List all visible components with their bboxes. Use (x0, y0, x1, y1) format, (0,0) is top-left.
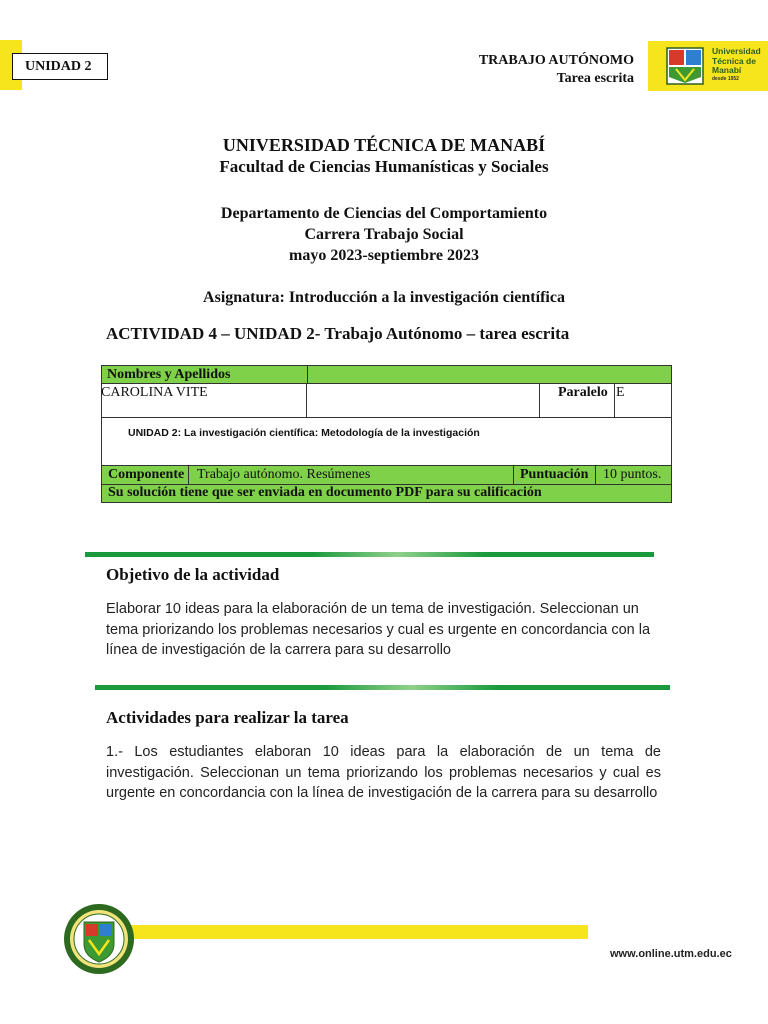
score-label: Puntuación (514, 466, 596, 484)
logo-text-line: desde 1952 (712, 75, 739, 82)
component-label: Componente (102, 466, 189, 484)
career-name: Carrera Trabajo Social (304, 226, 464, 243)
academic-period: mayo 2023-septiembre 2023 (289, 247, 479, 264)
logo-text-line: Técnica de (712, 55, 756, 66)
work-type-subtitle: Tarea escrita (556, 71, 634, 86)
component-value: Trabajo autónomo. Resúmenes (189, 466, 514, 484)
subject-title: Asignatura: Introducción a la investigación científica (203, 289, 565, 306)
faculty-name: Facultad de Ciencias Humanísticas y Sociales (219, 157, 549, 176)
table-row (101, 417, 672, 466)
department-name: Departamento de Ciencias del Comportamiento (220, 205, 548, 222)
university-seal-icon (62, 902, 136, 976)
university-logo-text (712, 47, 768, 83)
names-label: Nombres y Apellidos (102, 366, 308, 383)
activities-title: Actividades para realizar la tarea (106, 708, 349, 727)
activities-text: 1.- Los estudiantes elaboran 10 ideas para la elaboración de un tema de investigación. Seleccionan un tema priorizando los problemas necesarios y cual es urgente en concordancia con la línea de investigación de la carrera para su desarrollo (106, 744, 661, 801)
parallel-value: E (616, 385, 625, 400)
student-name: CAROLINA VITE (101, 384, 307, 417)
table-row (101, 365, 672, 384)
university-shield-icon (666, 47, 704, 85)
table-row (101, 465, 672, 485)
section-divider (95, 685, 670, 690)
university-name: UNIVERSIDAD TÉCNICA DE MANABÍ (222, 135, 546, 155)
work-type-title: TRABAJO AUTÓNOMO (478, 53, 634, 68)
unit-label-box: UNIDAD 2 (12, 53, 108, 80)
score-value: 10 puntos. (603, 467, 662, 482)
website-link[interactable]: www.online.utm.edu.ec (610, 948, 732, 960)
table-row (101, 484, 672, 503)
activity-title: ACTIVIDAD 4 – UNIDAD 2- Trabajo Autónomo – tarea escrita (106, 324, 570, 343)
footer-yellow-bar (118, 925, 588, 939)
logo-text-line: Manabí (712, 65, 742, 75)
objective-title: Objetivo de la actividad (106, 565, 280, 584)
submission-note: Su solución tiene que ser enviada en documento PDF para su calificación (108, 485, 542, 500)
section-divider (85, 552, 654, 557)
objective-text: Elaborar 10 ideas para la elaboración de un tema de investigación. Seleccionan un tema priorizando los problemas necesarios y cual es urgente en concordancia con la línea de investigación de la carrera para su desarrollo (106, 601, 651, 658)
unit-description: UNIDAD 2: La investigación científica: Metodología de la investigación (128, 427, 480, 439)
parallel-label: Paralelo (540, 384, 615, 417)
logo-text-line: Universidad (712, 46, 761, 56)
table-row (101, 383, 672, 418)
empty-cell (308, 384, 540, 417)
